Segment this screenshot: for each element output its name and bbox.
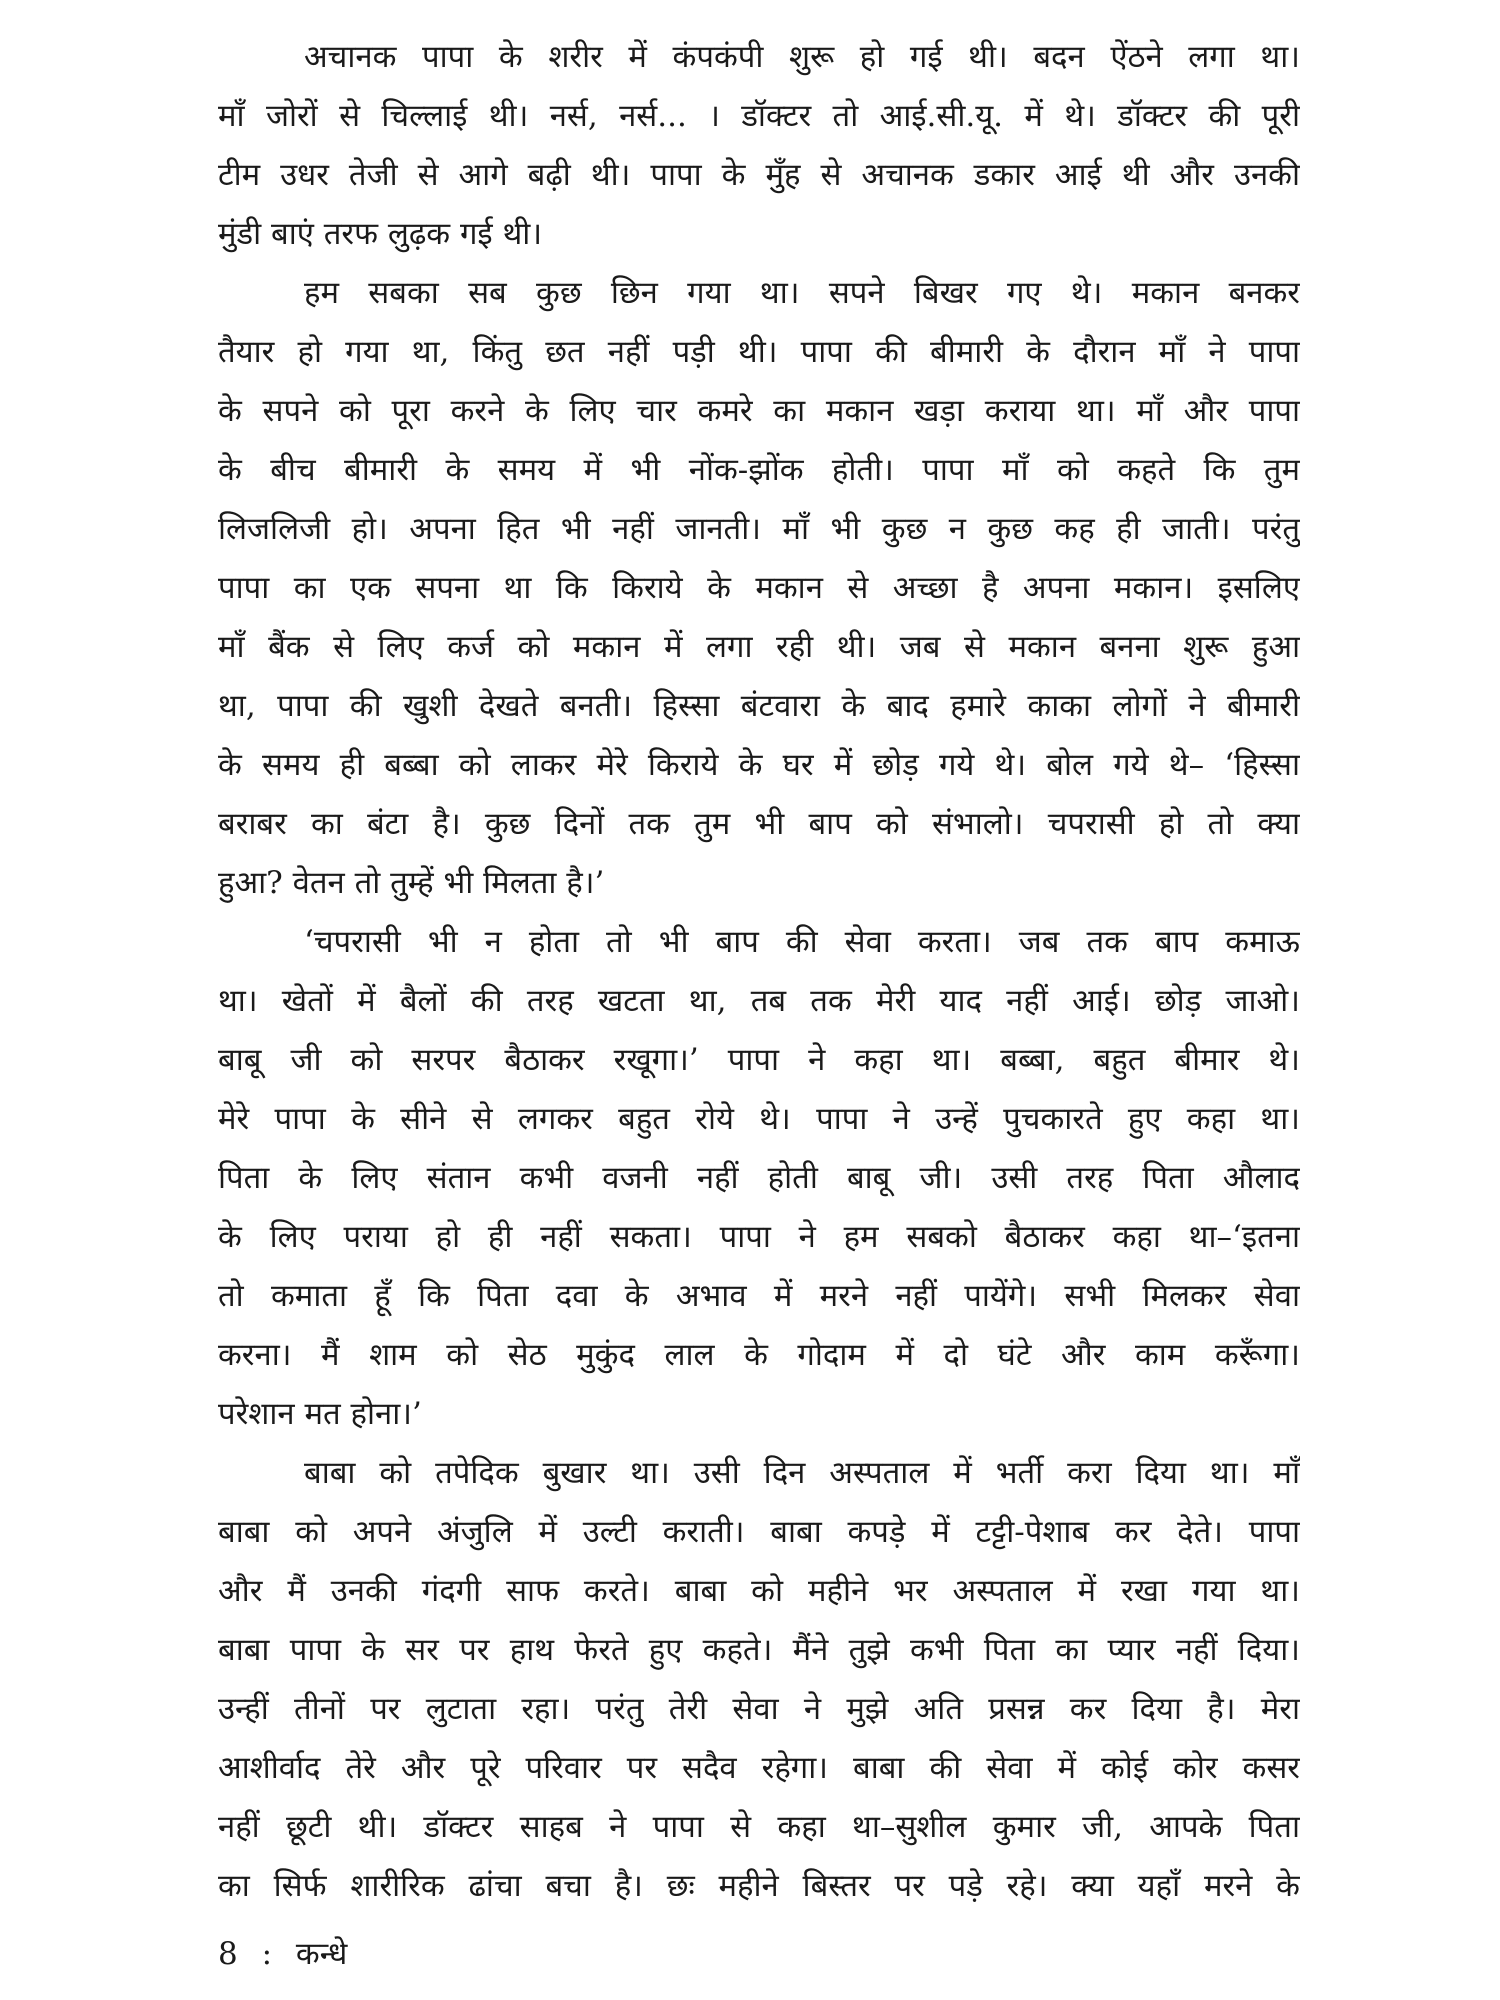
- text-line: अचानक पापा के शरीर में कंपकंपी शुरू हो गई थी। बदन ऐंठने लगा था।: [304, 39, 1300, 75]
- text-line: माँ जोरों से चिल्लाई थी। नर्स, नर्स... । डॉक्टर तो आई.सी.यू. में थे। डॉक्टर की पूरी: [218, 98, 1300, 134]
- text-line: पापा का एक सपना था कि किराये के मकान से अच्छा है अपना मकान। इसलिए: [218, 570, 1300, 606]
- text-line: बाबा को अपने अंजुलि में उल्टी कराती। बाबा कपड़े में टट्टी-पेशाब कर देते। पापा: [218, 1514, 1300, 1550]
- text-line: बाबा को तपेदिक बुखार था। उसी दिन अस्पताल में भर्ती करा दिया था। माँ: [304, 1455, 1300, 1491]
- text-line: परेशान मत होना।’: [218, 1396, 422, 1432]
- text-line: के समय ही बब्बा को लाकर मेरे किराये के घर में छोड़ गये थे। बोल गये थे– ‘हिस्सा: [218, 747, 1300, 783]
- text-line: लिजलिजी हो। अपना हित भी नहीं जानती। माँ भी कुछ न कुछ कह ही जाती। परंतु: [218, 511, 1300, 547]
- text-line: का सिर्फ शारीरिक ढांचा बचा है। छः महीने बिस्तर पर पड़े रहे। क्या यहाँ मरने के: [218, 1868, 1300, 1904]
- book-title: कन्धे: [295, 1936, 348, 1972]
- text-line: पिता के लिए संतान कभी वजनी नहीं होती बाबू जी। उसी तरह पिता औलाद: [218, 1160, 1300, 1196]
- text-line: था। खेतों में बैलों की तरह खटता था, तब तक मेरी याद नहीं आई। छोड़ जाओ।: [218, 983, 1300, 1019]
- text-line: के सपने को पूरा करने के लिए चार कमरे का मकान खड़ा कराया था। माँ और पापा: [218, 393, 1300, 429]
- text-line: नहीं छूटी थी। डॉक्टर साहब ने पापा से कहा था–सुशील कुमार जी, आपके पिता: [218, 1809, 1300, 1845]
- text-line: बाबा पापा के सर पर हाथ फेरते हुए कहते। मैंने तुझे कभी पिता का प्यार नहीं दिया।: [218, 1632, 1300, 1668]
- text-line: माँ बैंक से लिए कर्ज को मकान में लगा रही थी। जब से मकान बनना शुरू हुआ: [218, 629, 1300, 665]
- page-body: [218, 28, 1300, 1928]
- page-footer: [218, 1934, 361, 1974]
- text-line: आशीर्वाद तेरे और पूरे परिवार पर सदैव रहेगा। बाबा की सेवा में कोई कोर कसर: [218, 1750, 1300, 1786]
- text-line: तैयार हो गया था, किंतु छत नहीं पड़ी थी। पापा की बीमारी के दौरान माँ ने पापा: [218, 334, 1300, 370]
- text-line: था, पापा की खुशी देखते बनती। हिस्सा बंटवारा के बाद हमारे काका लोगों ने बीमारी: [218, 688, 1300, 724]
- footer-separator: :: [261, 1936, 273, 1972]
- page-number: 8: [218, 1936, 238, 1972]
- text-line: और मैं उनकी गंदगी साफ करते। बाबा को महीने भर अस्पताल में रखा गया था।: [218, 1573, 1300, 1609]
- text-line: मेरे पापा के सीने से लगकर बहुत रोये थे। पापा ने उन्हें पुचकारते हुए कहा था।: [218, 1101, 1300, 1137]
- text-line: के बीच बीमारी के समय में भी नोंक-झोंक होती। पापा माँ को कहते कि तुम: [218, 452, 1300, 488]
- text-line: हुआ? वेतन तो तुम्हें भी मिलता है।’: [218, 865, 605, 901]
- text-line: तो कमाता हूँ कि पिता दवा के अभाव में मरने नहीं पायेंगे। सभी मिलकर सेवा: [218, 1278, 1300, 1314]
- text-line: मुंडी बाएं तरफ लुढ़क गई थी।: [218, 216, 543, 252]
- text-line: बाबू जी को सरपर बैठाकर रखूगा।’ पापा ने कहा था। बब्बा, बहुत बीमार थे।: [218, 1042, 1300, 1078]
- text-line: करना। मैं शाम को सेठ मुकुंद लाल के गोदाम में दो घंटे और काम करूँगा।: [218, 1337, 1300, 1373]
- text-line: उन्हीं तीनों पर लुटाता रहा। परंतु तेरी सेवा ने मुझे अति प्रसन्न कर दिया है। मेरा: [218, 1691, 1300, 1727]
- text-line: बराबर का बंटा है। कुछ दिनों तक तुम भी बाप को संभालो। चपरासी हो तो क्या: [218, 806, 1300, 842]
- text-line: टीम उधर तेजी से आगे बढ़ी थी। पापा के मुँह से अचानक डकार आई थी और उनकी: [218, 157, 1300, 193]
- text-line: हम सबका सब कुछ छिन गया था। सपने बिखर गए थे। मकान बनकर: [304, 275, 1300, 311]
- text-line: के लिए पराया हो ही नहीं सकता। पापा ने हम सबको बैठाकर कहा था–‘इतना: [218, 1219, 1300, 1255]
- text-line: ‘चपरासी भी न होता तो भी बाप की सेवा करता। जब तक बाप कमाऊ: [304, 924, 1300, 960]
